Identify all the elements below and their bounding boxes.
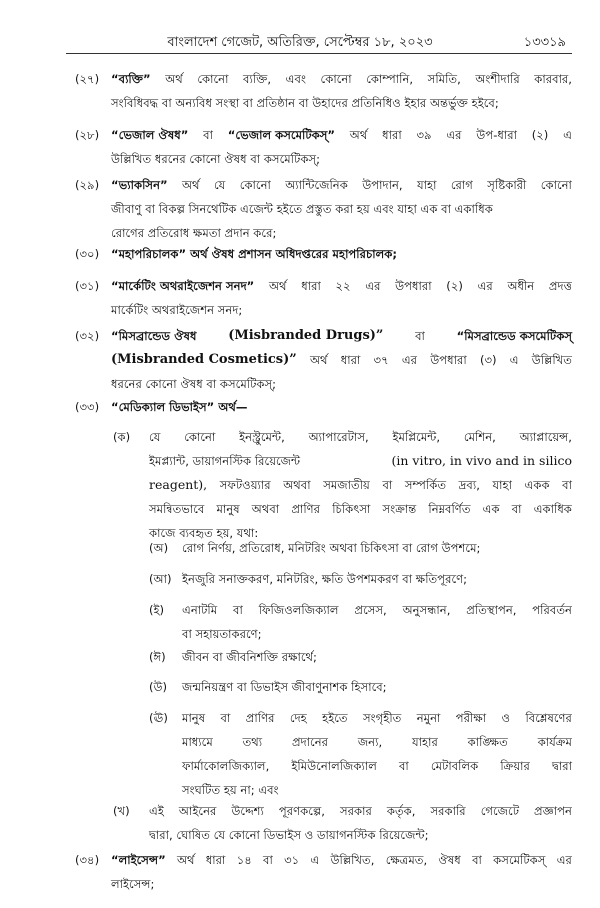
term: “ভ্যাকসিন” [111, 178, 168, 192]
word: মানুষ [182, 711, 206, 725]
word: উপ-ধারা [476, 128, 517, 142]
word: প্রজ্ঞাপন [534, 804, 572, 818]
word: জন্য, [357, 735, 383, 749]
word: নিম্নবর্ণিত [428, 502, 471, 516]
term-bn: “মিসব্রান্ডেড ঔষধ [111, 329, 197, 343]
sub-kha-line-1 [149, 799, 572, 823]
word: সমন্বিতভাবে [149, 502, 205, 516]
clause-31 [111, 274, 572, 322]
word: (২) [446, 279, 463, 293]
clause-29 [111, 173, 572, 245]
clause-31-line-2: মার্কেটিং অথরাইজেশন সনদ; [111, 303, 243, 317]
clause-31-number: (৩১) [75, 279, 100, 293]
clause-28-line-2: উল্লিখিত ধরনের কোনো ঔষধ বা কসমেটিকস্; [111, 152, 320, 166]
clause-33-title [111, 395, 572, 419]
word: বা [203, 128, 213, 142]
clause-34 [111, 848, 572, 896]
word: অ্যাপারেটাস, [308, 430, 369, 444]
item-ii [182, 645, 572, 669]
sub-ka-line-4 [149, 497, 572, 521]
term: “ভেজাল কসমেটিকস্” [227, 128, 336, 142]
word: বা [415, 329, 425, 343]
word: বা [263, 853, 273, 867]
word: ১৪ [236, 853, 252, 867]
term: “ব্যক্তি” [111, 72, 151, 86]
clause-33-number: (৩৩) [75, 400, 100, 414]
term: “লাইসেন্স” [111, 853, 166, 867]
word: বা [233, 603, 243, 617]
item-i-line-2: বা সহায়তাকরণে; [182, 627, 262, 641]
clause-30-text: “মহাপরিচালক” অর্থ ঔষধ প্রশাসন অধিদপ্তরের মহাপরিচালক; [111, 247, 397, 261]
word: গেজেটে [480, 804, 520, 818]
word: ধারা [301, 279, 321, 293]
sub-ka-line-3 [149, 473, 572, 497]
clause-32 [111, 324, 572, 396]
clause-28-number: (২৮) [75, 128, 100, 142]
clause-32-line-2 [111, 348, 572, 372]
word: বা [398, 759, 409, 773]
word: দ্বারা [551, 759, 572, 773]
gazette-header [0, 33, 600, 55]
clause-28 [111, 123, 572, 171]
word: দ্রব্য, [458, 478, 480, 492]
word: প্রতিস্থাপন, [466, 603, 517, 617]
word: বা [220, 711, 231, 725]
word: উপধারা [430, 353, 467, 367]
word: প্রাণির [245, 711, 275, 725]
item-i-number: (ই) [149, 603, 165, 617]
word: ধারা [205, 853, 226, 867]
word: ইমপ্লিমেন্ট, [392, 430, 441, 444]
word: কোনো [540, 178, 572, 192]
word: কসমেটিকস্ [493, 853, 546, 867]
word: (৩) [479, 353, 497, 367]
word: ফিজিওলজিক্যাল [258, 603, 339, 617]
clause-29-line-2: জীবাণু বা বিকল্প সিনথেটিক এজেন্ট হইতে প্রস্তুত করা হয় এবং যাহা এক বা একাধিক [111, 202, 493, 216]
word: অর্থ [309, 353, 328, 367]
term-bn: “মিসব্রান্ডেড কসমেটিকস্ [456, 329, 572, 343]
sub-ka-line-5: কাজে ব্যবহৃত হয়, যথা: [149, 526, 259, 540]
item-uu-line-3 [182, 754, 572, 778]
item-u-number: (উ) [149, 680, 168, 694]
latin-text: (in vitro, in vivo and in silico [391, 453, 572, 468]
item-ii-number: (ঈ) [149, 650, 166, 664]
word: কোনো [320, 72, 352, 86]
word: ইমিউনোলজিক্যাল [291, 759, 377, 773]
word: ধারা [340, 353, 361, 367]
clause-33-title-text: “মেডিক্যাল ডিভাইস” অর্থ— [111, 400, 248, 414]
word: অর্থ [349, 128, 368, 142]
clause-34-line-1 [111, 848, 572, 872]
word: ধারা [382, 128, 402, 142]
word: উল্লিখিত, [330, 853, 375, 867]
item-uu [182, 706, 572, 802]
word: এর [477, 279, 493, 293]
clause-31-line-1 [111, 274, 572, 298]
word: কারবার, [534, 72, 572, 86]
word: সমিতি, [427, 72, 461, 86]
sub-ka-line-2 [149, 449, 572, 473]
clause-27-line-1 [111, 67, 572, 91]
word: সমজাতীয় [323, 478, 370, 492]
page-number: ১৩৩১৯ [523, 35, 566, 50]
item-uu-line-4: সংঘটিত হয় না; এবং [182, 783, 279, 797]
word: সম্পর্কিত [404, 478, 447, 492]
word: সফটওয়্যার [219, 478, 271, 492]
word: ৩৯ [416, 128, 432, 142]
term-en: (Misbranded Drugs)” [228, 328, 384, 343]
word: যাহা [492, 478, 512, 492]
word: উদ্দেশ্য [231, 804, 264, 818]
word: এর [556, 853, 572, 867]
word: কোনো [184, 430, 216, 444]
clause-27-number: (২৭) [75, 72, 100, 86]
sub-ka-line-1 [149, 425, 572, 449]
word: মানুষ [216, 502, 240, 516]
word: ক্রিয়ার [500, 759, 530, 773]
word: অথবা [251, 502, 280, 516]
word: যে [149, 430, 161, 444]
sub-ka-number: (ক) [113, 430, 131, 444]
item-i [182, 598, 572, 646]
term-en: (Misbranded Cosmetics)” [111, 352, 297, 367]
clause-29-line-1 [111, 173, 572, 197]
word: বা [382, 478, 393, 492]
word: প্রদানের [291, 735, 329, 749]
word: সংগৃহীত [363, 711, 402, 725]
sub-ka [149, 425, 572, 545]
term: “ভেজাল ঔষধ” [111, 128, 189, 142]
word: এর [365, 279, 381, 293]
word: এ [310, 853, 320, 867]
word: কাঙ্ক্ষিত [467, 735, 508, 749]
clause-30-line-1 [111, 242, 572, 266]
word: দেহ [289, 711, 307, 725]
word: এর [401, 353, 418, 367]
word: উল্লিখিত [531, 353, 572, 367]
word: সরকারি [430, 804, 466, 818]
sub-kha-line-2: দ্বারা, ঘোষিত যে কোনো ডিভাইস ও ডায়াগনস্টিক রিয়েজেন্ট; [149, 828, 429, 842]
word: কোনো [197, 72, 229, 86]
header-title: বাংলাদেশ গেজেট, অতিরিক্ত, সেপ্টেম্বর ১৮, ২০২৩ [167, 35, 433, 50]
word: অথবা [283, 478, 311, 492]
word: এক [482, 502, 500, 516]
clause-27 [111, 67, 572, 115]
item-aa-number: (আ) [149, 572, 172, 586]
word: প্রসেস, [354, 603, 387, 617]
sub-kha-number: (খ) [113, 804, 130, 818]
clause-34-line-2: লাইসেন্স; [111, 877, 155, 891]
item-uu-number: (ঊ) [149, 711, 168, 725]
item-u [182, 675, 572, 699]
word: একাধিক [533, 502, 572, 516]
word: মেটাবলিক [430, 759, 479, 773]
clause-29-line-3: রোগের প্রতিরোধ ক্ষমতা প্রদান করে; [111, 226, 277, 240]
word: কর্তৃক, [386, 804, 416, 818]
item-i-line-1 [182, 598, 572, 622]
word: যাহার [411, 735, 438, 749]
word: অর্থ [176, 853, 195, 867]
word: ফার্মাকোলজিক্যাল, [182, 759, 270, 773]
clause-30 [111, 242, 572, 266]
word: অনুসন্ধান, [402, 603, 451, 617]
word: চিকিৎসা [332, 502, 371, 516]
word: ২২ [335, 279, 351, 293]
word: এই [149, 804, 164, 818]
word: কার্যক্রম [537, 735, 572, 749]
item-aa-text: ইনজুরি সনাক্তকরণ, মনিটরিং, ক্ষতি উপশমকরণ বা ক্ষতিপূরণে; [182, 572, 468, 586]
word: উপধারা [395, 279, 432, 293]
item-a-text: রোগ নির্ণয়, প্রতিরোধ, মনিটরিং অথবা চিকিৎসা বা রোগ উপশমে; [182, 541, 481, 555]
clause-30-number: (৩০) [75, 247, 100, 261]
word: রোগ [450, 178, 473, 192]
item-uu-line-1 [182, 706, 572, 730]
word: ক্ষেত্রমত, [385, 853, 428, 867]
word: মেশিন, [463, 430, 496, 444]
word: উপাদান, [362, 178, 403, 192]
word: অ্যান্টিজেনিক [285, 178, 348, 192]
word: তথ্য [242, 735, 263, 749]
word: (২) [531, 128, 549, 142]
item-u-text: জন্মনিয়ন্ত্রণ বা ডিভাইস জীবাণুনাশক হিসাবে; [182, 680, 387, 694]
word: ৩৭ [373, 353, 389, 367]
item-a [182, 536, 572, 560]
latin-text: reagent), [149, 477, 208, 492]
word: পরীক্ষা [455, 711, 487, 725]
clause-27-line-2: সংবিধিবদ্ধ বা অন্যবিধ সংস্থা বা প্রতিষ্ঠান বা উহাদের প্রতিনিধিও ইহার অন্তর্ভুক্ত হইবে; [111, 96, 499, 110]
word: প্রাণির [291, 502, 321, 516]
clause-32-line-1 [111, 324, 572, 348]
word: যাহা [416, 178, 437, 192]
sub-kha [149, 799, 572, 847]
term: “মার্কেটিং অথরাইজেশন সনদ” [111, 279, 255, 293]
word: অর্থ [165, 72, 183, 86]
word: এর [446, 128, 462, 142]
header-rule [66, 53, 572, 54]
word: বিশ্লেষণের [525, 711, 572, 725]
word: বা [562, 478, 572, 492]
word: একক [524, 478, 550, 492]
word: সৃষ্টিকারী [487, 178, 527, 192]
word: হইতে [322, 711, 348, 725]
word: কোনো [239, 178, 271, 192]
word: ইমপ্ল্যান্ট, ডায়াগনস্টিক রিয়েজেন্ট [149, 454, 301, 468]
word: এ [509, 353, 519, 367]
word: বা [472, 853, 482, 867]
word: ইনস্ট্রুমেন্ট, [239, 430, 285, 444]
word: অধীন [507, 279, 535, 293]
word: ও [501, 711, 511, 725]
word: সংক্রান্ত [382, 502, 417, 516]
word: অংশীদারি [475, 72, 520, 86]
word: কোম্পানি, [366, 72, 414, 86]
clause-32-number: (৩২) [75, 329, 100, 343]
word: ৩১ [284, 853, 300, 867]
word: এ [563, 128, 572, 142]
word: প্রদত্ত [548, 279, 572, 293]
word: আইনের [178, 804, 217, 818]
word: পরিবর্তন [532, 603, 572, 617]
clause-32-line-3: ধরনের কোনো ঔষধ বা কসমেটিকস্; [111, 377, 277, 391]
word: মাধ্যমে [182, 735, 213, 749]
item-ii-text: জীবন বা জীবনিশক্তি রক্ষার্থে; [182, 650, 317, 664]
word: নমুনা [416, 711, 441, 725]
clause-29-number: (২৯) [75, 178, 100, 192]
clause-34-number: (৩৪) [75, 853, 100, 867]
word: বা [511, 502, 522, 516]
word: এনাটমি [182, 603, 218, 617]
word: সরকার [339, 804, 372, 818]
word: এবং [285, 72, 306, 86]
item-uu-line-2 [182, 730, 572, 754]
word: পূরণকল্পে, [278, 804, 325, 818]
word: যে [213, 178, 226, 192]
word: অ্যাপ্লায়েন্স, [519, 430, 572, 444]
item-a-number: (অ) [149, 541, 169, 555]
clause-28-line-1 [111, 123, 572, 147]
word: অর্থ [182, 178, 200, 192]
word: অর্থ [268, 279, 287, 293]
word: ঔষধ [438, 853, 461, 867]
word: ব্যক্তি, [243, 72, 272, 86]
item-aa [182, 567, 572, 591]
